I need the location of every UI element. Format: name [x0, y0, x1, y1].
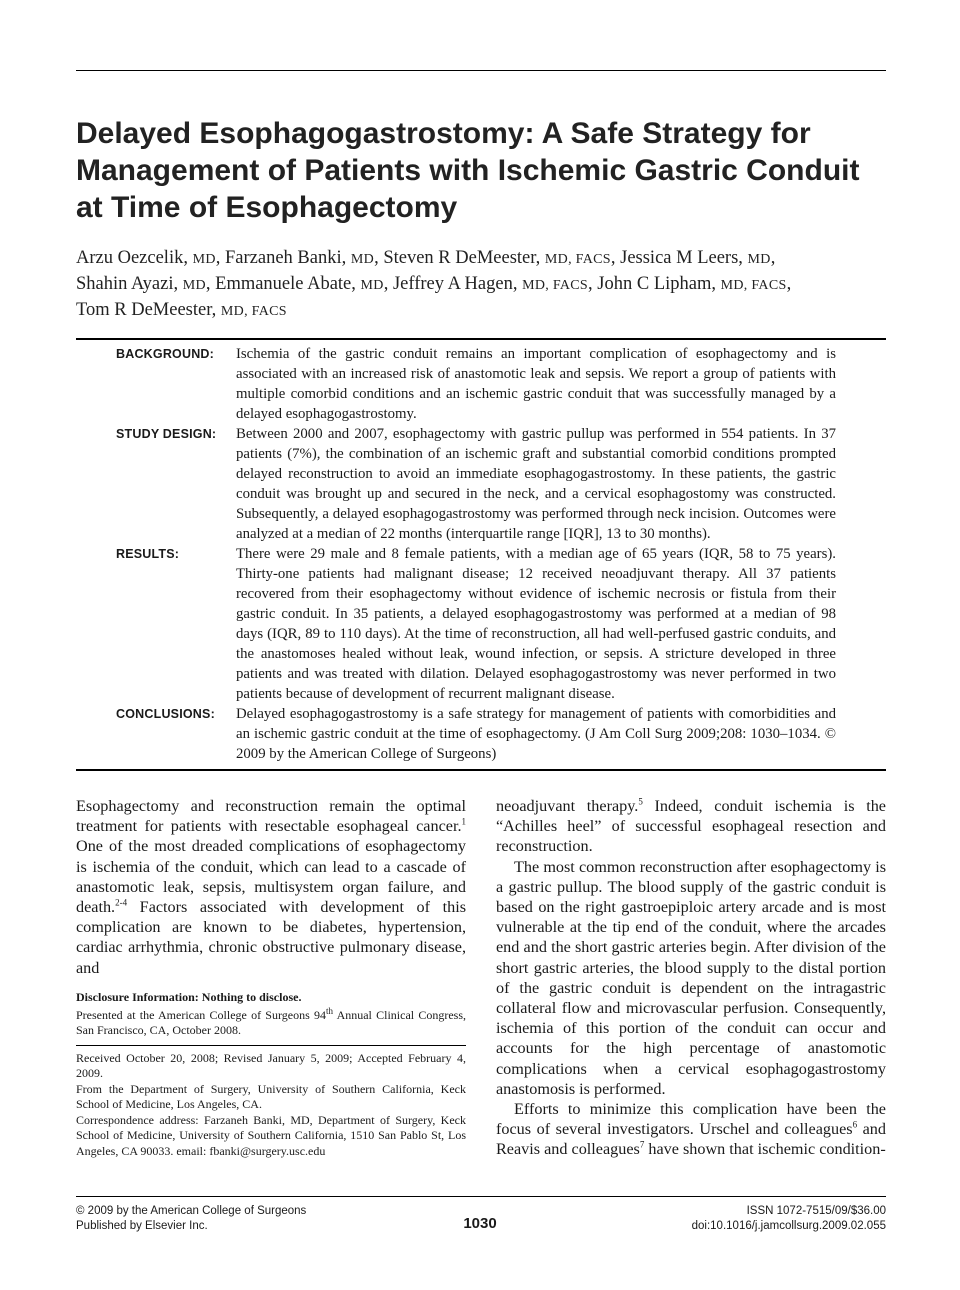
- author-degrees: MD, FACS: [720, 278, 787, 293]
- author-degrees: MD: [192, 252, 216, 267]
- footer-rule: [76, 1196, 886, 1197]
- disclosure-note: Disclosure Information: Nothing to disclose.: [76, 990, 302, 1004]
- abstract-study-design: [76, 424, 886, 544]
- page-number: 1030: [463, 1215, 497, 1232]
- author-name: John C Lipham: [597, 274, 712, 294]
- abstract: [76, 344, 886, 764]
- abstract-section-label: STUDY DESIGN:: [116, 427, 217, 441]
- received-note: Received October 20, 2008; Revised January 5, 2009; Accepted February 4, 2009.: [76, 1050, 466, 1080]
- footnotes: [76, 990, 466, 1159]
- affiliation-note: From the Department of Surgery, University of Southern California, Keck School of Medicine, Los Angeles, CA.: [76, 1081, 466, 1111]
- citation-ref[interactable]: 2-4: [115, 897, 128, 908]
- author-name: Arzu Oezcelik: [76, 248, 184, 268]
- author-name: Shahin Ayazi: [76, 274, 174, 294]
- author-degrees: MD: [182, 278, 206, 293]
- body-paragraph: neoadjuvant therapy.$^5$ Indeed, conduit ischemia is the “Achilles heel” of successful esophageal resection and reconstruction.: [496, 796, 886, 856]
- author-degrees: MD: [360, 278, 384, 293]
- abstract-top-rule: [76, 338, 886, 340]
- footer-left: [76, 1204, 396, 1234]
- issn-text: ISSN 1072-7515/09/$36.00: [746, 1205, 886, 1217]
- footer-right: [566, 1204, 886, 1234]
- presented-note: Presented at the American College of Surgeons 94th Annual Clinical Congress, San Francisco, CA, October 2008.: [76, 1005, 467, 1037]
- author-name: Jeffrey A Hagen: [392, 274, 513, 294]
- author-name: Tom R DeMeester: [76, 300, 212, 320]
- body-column-left: [76, 796, 466, 978]
- author-degrees: MD, FACS: [544, 252, 611, 267]
- abstract-conclusions: [76, 704, 886, 764]
- body-paragraph: The most common reconstruction after esophagectomy is a gastric pullup. The blood supply of the gastric conduit is based on the right gastroepiploic artery arcade and is most vulnerable at the tip end of the conduit, where the arcades end and the short gastric arteries begin. After division of the short gastric arteries, the blood supply to the distal portion of the gastric conduit is dependent on the intragastric collateral flow and microvascular perfusion. Consequently, ischemia of this portion of the conduit can occur and accounts for the high percentage of anastomotic complications when a cervical esophagogastrostomy anastomosis is performed.: [496, 857, 886, 1098]
- abstract-background: [76, 344, 886, 424]
- author-degrees: MD, FACS: [220, 304, 287, 319]
- body-paragraph: Esophagectomy and reconstruction remain the optimal treatment for patients with resectable esophageal cancer.$^1$ One of the most dreaded complications of esophagectomy is ischemia of the conduit, which can lead to a cascade of anastomotic leak, sepsis, multisystem organ failure, and death.$^{2-4}$ Factors associated with development of this complication are known to be diabetes, hypertension, cardiac arrhythmia, chronic obstructive pulmonary disease, and: [76, 797, 466, 977]
- abstract-results: [76, 544, 886, 704]
- citation-ref[interactable]: 5: [638, 796, 643, 807]
- author-degrees: MD, FACS: [522, 278, 589, 293]
- author-name: Steven R DeMeester: [383, 248, 536, 268]
- body-paragraph: Efforts to minimize this complication have been the focus of several investigators. Urschel and colleagues$^6$ and Reavis and colleagues$^7$ have shown that ischemic condition-: [496, 1100, 886, 1159]
- abstract-section-text: Between 2000 and 2007, esophagectomy with gastric pullup was performed in 554 patients. In 37 patients (7%), the combination of an ischemic graft and substantial comorbid conditions prompted delayed reconstruction to avoid an immediate esophagogastrostomy. In these patients, the gastric conduit was brought up and secured in the neck, and a cervical esophagostomy was constructed. Subsequently, a delayed esophagogastrostomy was performed through neck incision. Outcomes were analyzed at a median of 22 months (interquartile range [IQR], 13 to 30 months).: [236, 426, 836, 542]
- doi-text[interactable]: doi:10.1016/j.jamcollsurg.2009.02.055: [691, 1220, 886, 1232]
- author-name: Jessica M Leers: [620, 248, 739, 268]
- author-name: Emmanuele Abate: [215, 274, 352, 294]
- author-degrees: MD: [350, 252, 375, 267]
- abstract-section-label: CONCLUSIONS:: [116, 707, 215, 721]
- article-title: Delayed Esophagogastrostomy: A Safe Strategy for Management of Patients with Ischemic Gastric Conduit at Time of Esophagectomy: [76, 117, 860, 224]
- email-link[interactable]: fbanki@surgery.usc.edu: [209, 1143, 326, 1158]
- author-degrees: MD: [747, 252, 771, 267]
- correspondence-note: Correspondence address: Farzaneh Banki, MD, Department of Surgery, Keck School of Medicine, University of Southern California, 1510 San Pablo St, Los Angeles, CA 90033. email: fbanki@surgery.usc.edu: [76, 1112, 466, 1158]
- citation-ref[interactable]: 6: [852, 1119, 858, 1130]
- abstract-section-label: BACKGROUND:: [116, 347, 215, 361]
- abstract-section-text: Ischemia of the gastric conduit remains an important complication of esophagectomy and is associated with an increased risk of anastomotic leak and sepsis. We report a group of patients with multiple comorbid conditions and an ischemic gastric conduit that was successfully managed by a delayed esophagogastrostomy.: [236, 346, 836, 422]
- publisher-text: Published by Elsevier Inc.: [76, 1220, 208, 1232]
- abstract-bottom-rule: [76, 769, 886, 771]
- author-name: Farzaneh Banki: [225, 248, 342, 268]
- abstract-section-text: Delayed esophagogastrostomy is a safe strategy for management of patients with comorbidities and an ischemic gastric conduit at the time of esophagectomy. (J Am Coll Surg 2009;208: 1030–1034. © 2009 by the American College of Surgeons): [236, 706, 836, 762]
- abstract-section-label: RESULTS:: [116, 547, 180, 561]
- footnote-divider: [76, 1045, 466, 1046]
- citation-ref[interactable]: 7: [639, 1140, 645, 1151]
- citation-ref[interactable]: 1: [461, 816, 466, 827]
- top-rule: [76, 70, 886, 71]
- author-list: Arzu Oezcelik, MD, Farzaneh Banki, MD, Steven R DeMeester, MD, FACS, Jessica M Leers, MD, Shahin Ayazi, MD, Emmanuele Abate, MD, Jeffrey A Hagen, MD, FACS, John C Lipham, MD, FACS, Tom R DeMeester, MD, FACS: [76, 248, 792, 320]
- copyright-text: © 2009 by the American College of Surgeons: [76, 1205, 307, 1217]
- abstract-section-text: There were 29 male and 8 female patients, with a median age of 65 years (IQR, 58 to 75 years). Thirty-one patients had malignant disease; 12 received neoadjuvant therapy. All 37 patients recovered from their esophagectomy without evidence of ischemic necrosis or fistula from their gastric conduit. In 35 patients, a delayed esophagogastrostomy was performed at a median of 98 days (IQR, 89 to 110 days). At the time of reconstruction, all had well-perfused gastric conduits, and the anastomoses healed without leak, wound infection, or sepsis. A stricture developed in three patients and was treated with dilation. Delayed esophagogastrostomy was never performed in two patients because of development of recurrent malignant disease.: [236, 546, 836, 702]
- body-column-right: [496, 796, 886, 1160]
